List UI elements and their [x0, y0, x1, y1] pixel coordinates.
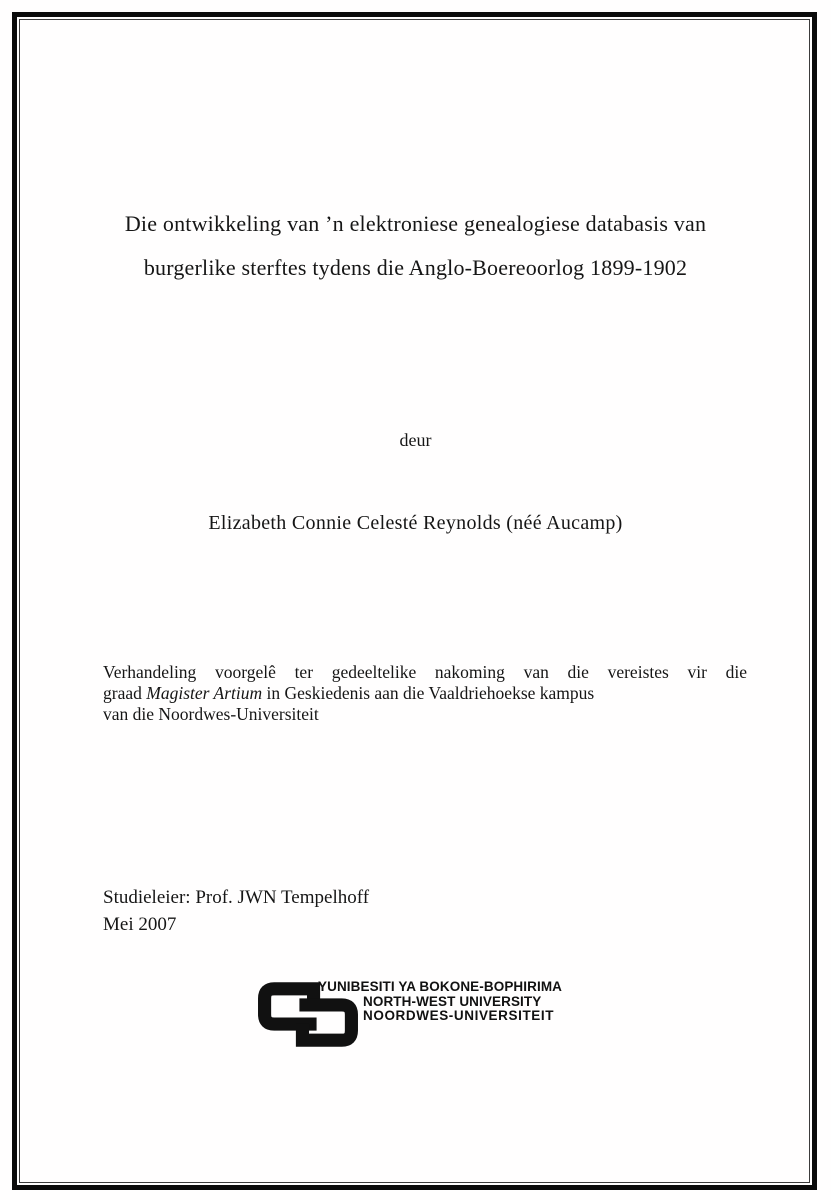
- thesis-title-line-1: Die ontwikkeling van ’n elektroniese genealogiese databasis van: [124, 211, 707, 236]
- byline-deur: deur: [399, 430, 432, 450]
- university-logo-text: [318, 980, 562, 1024]
- supervisor-and-date: [103, 884, 369, 938]
- thesis-title: [40, 202, 791, 290]
- logo-line-afrikaans: NOORDWES-UNIVERSITEIT: [363, 1008, 555, 1024]
- supervisor-line: Studieleier: Prof. JWN Tempelhoff: [103, 887, 370, 908]
- author-name: Elizabeth Connie Celesté Reynolds (néé Aucamp): [208, 512, 623, 534]
- submission-line-3: van die Noordwes-Universiteit: [103, 703, 319, 724]
- logo-line-english: NORTH-WEST UNIVERSITY: [363, 993, 542, 1009]
- submission-statement: [103, 662, 747, 724]
- submission-line-1: Verhandeling voorgelê ter gedeeltelike nakoming van die vereistes vir die: [103, 662, 747, 682]
- degree-name-italic: Magister Artium: [146, 682, 263, 703]
- logo-line-setswana: YUNIBESITI YA BOKONE-BOPHIRIMA: [318, 979, 563, 994]
- submission-line-2-prefix: graad: [103, 682, 147, 703]
- submission-line-2-suffix: in Geskiedenis aan die Vaaldriehoekse kampus: [262, 682, 595, 703]
- thesis-title-line-2: burgerlike sterftes tydens die Anglo-Boereoorlog 1899-1902: [143, 255, 688, 280]
- date-line: Mei 2007: [103, 914, 177, 935]
- submission-line-2: [103, 683, 747, 704]
